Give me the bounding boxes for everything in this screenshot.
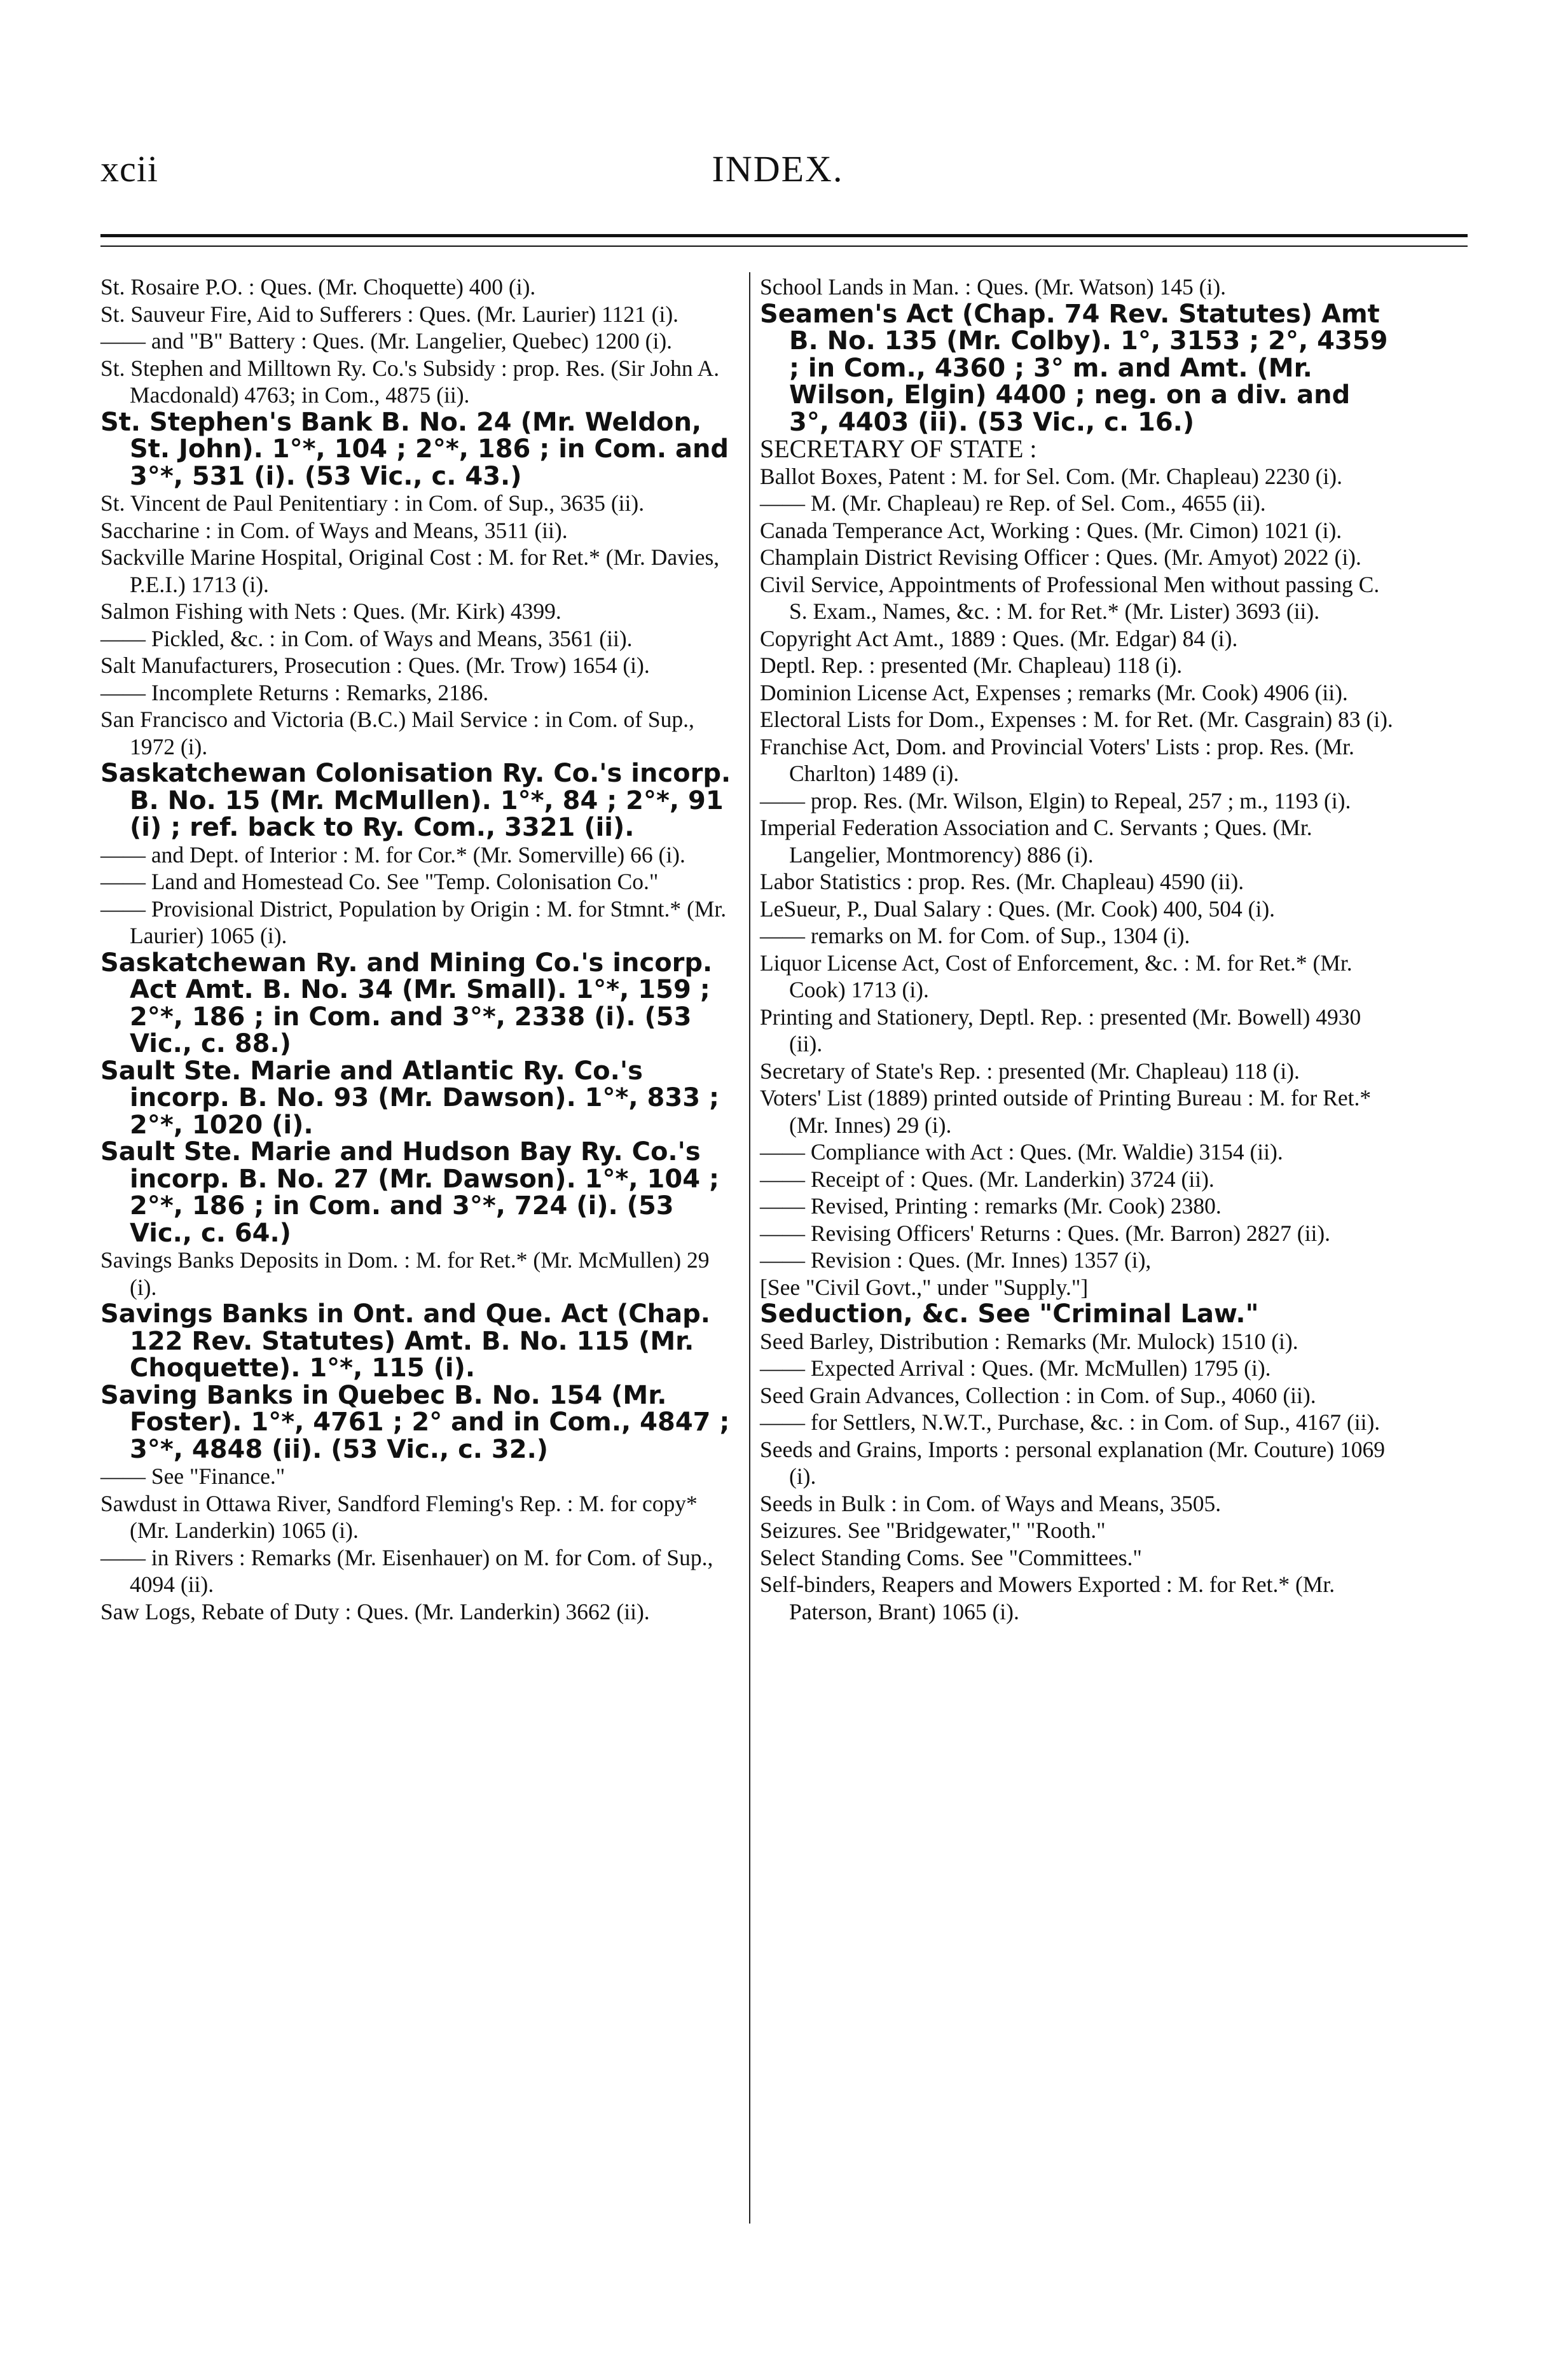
- index-entry: Seed Barley, Distribution : Remarks (Mr. Mulock) 1510 (i).: [760, 1328, 1298, 1354]
- index-entry: —— Incomplete Returns : Remarks, 2186.: [100, 679, 489, 705]
- index-entry: St. Sauveur Fire, Aid to Sufferers : Ques. (Mr. Laurier) 1121 (i).: [100, 301, 679, 327]
- index-entry-bill: Seduction, &c. See "Criminal Law.": [760, 1299, 1259, 1329]
- column-divider: [749, 272, 750, 2224]
- index-entry: —— Revised, Printing : remarks (Mr. Cook) 2380.: [760, 1193, 1222, 1219]
- header-rule-thin: [100, 246, 1468, 247]
- index-entry: Self-binders, Reapers and Mowers Exported : M. for Ret.* (Mr. Paterson, Brant) 1065 (i).: [760, 1572, 1335, 1624]
- index-entry: Seeds in Bulk : in Com. of Ways and Means, 3505.: [760, 1490, 1222, 1516]
- index-entry: —— See "Finance.": [100, 1463, 286, 1489]
- index-entry: Ballot Boxes, Patent : M. for Sel. Com. (Mr. Chapleau) 2230 (i).: [760, 463, 1342, 489]
- index-entry: Savings Banks Deposits in Dom. : M. for Ret.* (Mr. McMullen) 29 (i).: [100, 1247, 710, 1300]
- index-entry: Electoral Lists for Dom., Expenses : M. for Ret. (Mr. Casgrain) 83 (i).: [760, 707, 1393, 732]
- index-entry: Champlain District Revising Officer : Ques. (Mr. Amyot) 2022 (i).: [760, 544, 1361, 570]
- header-rule-thick: [100, 234, 1468, 237]
- index-entry: School Lands in Man. : Ques. (Mr. Watson) 145 (i).: [760, 274, 1227, 300]
- index-entry: —— Pickled, &c. : in Com. of Ways and Means, 3561 (ii).: [100, 625, 633, 651]
- index-entry: Deptl. Rep. : presented (Mr. Chapleau) 118 (i).: [760, 653, 1183, 678]
- index-entry-bill: Saving Banks in Quebec B. No. 154 (Mr. Foster). 1°*, 4761 ; 2° and in Com., 4847 ; 3°*, 4848 (ii). (53 Vic., c. 32.): [100, 1380, 730, 1464]
- page-header: [100, 148, 1468, 205]
- index-entry: —— Revising Officers' Returns : Ques. (Mr. Barron) 2827 (ii).: [760, 1220, 1331, 1246]
- page-title: INDEX.: [712, 148, 844, 190]
- index-entry: —— Receipt of : Ques. (Mr. Landerkin) 3724 (ii).: [760, 1166, 1215, 1192]
- index-entry: —— prop. Res. (Mr. Wilson, Elgin) to Repeal, 257 ; m., 1193 (i).: [760, 787, 1351, 813]
- index-entry: Voters' List (1889) printed outside of Printing Bureau : M. for Ret.* (Mr. Innes) 29 (i).: [760, 1085, 1372, 1138]
- index-entry: —— Provisional District, Population by Origin : M. for Stmnt.* (Mr. Laurier) 1065 (i).: [100, 896, 727, 948]
- index-entry: Salt Manufacturers, Prosecution : Ques. (Mr. Trow) 1654 (i).: [100, 653, 650, 678]
- index-entry: Imperial Federation Association and C. Servants ; Ques. (Mr. Langelier, Montmorency) 886 (i).: [760, 815, 1312, 868]
- index-entry-bill: Sault Ste. Marie and Atlantic Ry. Co.'s incorp. B. No. 93 (Mr. Dawson). 1°*, 833 ; 2°*, 1020 (i).: [100, 1056, 719, 1140]
- index-entry-bill: St. Stephen's Bank B. No. 24 (Mr. Weldon, St. John). 1°*, 104 ; 2°*, 186 ; in Com. and 3°*, 531 (i). (53 Vic., c. 43.): [100, 407, 729, 491]
- index-entry: —— and Dept. of Interior : M. for Cor.* (Mr. Somerville) 66 (i).: [100, 841, 685, 868]
- index-entry: —— M. (Mr. Chapleau) re Rep. of Sel. Com., 4655 (ii).: [760, 490, 1266, 516]
- index-entry: —— for Settlers, N.W.T., Purchase, &c. : in Com. of Sup., 4167 (ii).: [760, 1409, 1380, 1435]
- index-entry: St. Stephen and Milltown Ry. Co.'s Subsidy : prop. Res. (Sir John A. Macdonald) 4763; in Com., 4875 (ii).: [100, 355, 720, 408]
- index-entry: Sawdust in Ottawa River, Sandford Fleming's Rep. : M. for copy* (Mr. Landerkin) 1065 (i).: [100, 1490, 698, 1543]
- index-entry: Seed Grain Advances, Collection : in Com. of Sup., 4060 (ii).: [760, 1382, 1316, 1408]
- index-entry: Civil Service, Appointments of Professional Men without passing C. S. Exam., Names, &c. : M. for Ret.* (Mr. Lister) 3693 (ii).: [760, 571, 1380, 624]
- right-column: [760, 273, 1396, 1625]
- index-entry: —— remarks on M. for Com. of Sup., 1304 (i).: [760, 923, 1190, 948]
- index-entry: —— Revision : Ques. (Mr. Innes) 1357 (i),: [760, 1247, 1152, 1273]
- index-entry: Select Standing Coms. See "Committees.": [760, 1544, 1142, 1570]
- index-entry: Seeds and Grains, Imports : personal explanation (Mr. Couture) 1069 (i).: [760, 1436, 1385, 1489]
- index-entry: —— Expected Arrival : Ques. (Mr. McMullen) 1795 (i).: [760, 1355, 1271, 1381]
- index-entry: —— and "B" Battery : Ques. (Mr. Langelier, Quebec) 1200 (i).: [100, 328, 673, 354]
- index-entry-bill: Savings Banks in Ont. and Que. Act (Chap. 122 Rev. Statutes) Amt. B. No. 115 (Mr. Choquette). 1°*, 115 (i).: [100, 1299, 710, 1383]
- index-entry-bill: Saskatchewan Colonisation Ry. Co.'s incorp. B. No. 15 (Mr. McMullen). 1°*, 84 ; 2°*, 91 (i) ; ref. back to Ry. Com., 3321 (ii).: [100, 759, 731, 842]
- index-entry: Saw Logs, Rebate of Duty : Ques. (Mr. Landerkin) 3662 (ii).: [100, 1598, 650, 1624]
- index-entry: Printing and Stationery, Deptl. Rep. : presented (Mr. Bowell) 4930 (ii).: [760, 1004, 1361, 1056]
- index-entry: Secretary of State's Rep. : presented (Mr. Chapleau) 118 (i).: [760, 1058, 1300, 1084]
- index-entry: Labor Statistics : prop. Res. (Mr. Chapleau) 4590 (ii).: [760, 869, 1244, 894]
- index-entry: Sackville Marine Hospital, Original Cost : M. for Ret.* (Mr. Davies, P.E.I.) 1713 (i).: [100, 544, 720, 597]
- section-heading: SECRETARY OF STATE :: [760, 434, 1037, 463]
- index-entry: San Francisco and Victoria (B.C.) Mail Service : in Com. of Sup., 1972 (i).: [100, 707, 694, 759]
- index-entry-bill: Seamen's Act (Chap. 74 Rev. Statutes) Amt B. No. 135 (Mr. Colby). 1°, 3153 ; 2°, 4359 ; in Com., 4360 ; 3° m. and Amt. (Mr. Wilson, Elgin) 4400 ; neg. on a div. and 3°, 4403 (ii). (53 Vic., c. 16.): [760, 299, 1388, 437]
- index-entry: LeSueur, P., Dual Salary : Ques. (Mr. Cook) 400, 504 (i).: [760, 896, 1276, 922]
- index-entry-bill: Sault Ste. Marie and Hudson Bay Ry. Co.'s incorp. B. No. 27 (Mr. Dawson). 1°*, 104 ; 2°*, 186 ; in Com. and 3°*, 724 (i). (53 Vic., c. 64.): [100, 1137, 719, 1248]
- index-entry: St. Vincent de Paul Penitentiary : in Com. of Sup., 3635 (ii).: [100, 490, 645, 516]
- index-entry: —— Land and Homestead Co. See "Temp. Colonisation Co.": [100, 869, 659, 894]
- index-entry: Dominion License Act, Expenses ; remarks (Mr. Cook) 4906 (ii).: [760, 679, 1348, 705]
- index-entry-bill: Saskatchewan Ry. and Mining Co.'s incorp. Act Amt. B. No. 34 (Mr. Small). 1°*, 159 ; 2°*, 186 ; in Com. and 3°*, 2338 (i). (53 Vic., c. 88.): [100, 948, 713, 1058]
- index-entry: Salmon Fishing with Nets : Ques. (Mr. Kirk) 4399.: [100, 598, 561, 624]
- index-entry: Canada Temperance Act, Working : Ques. (Mr. Cimon) 1021 (i).: [760, 517, 1342, 543]
- index-entry: Copyright Act Amt., 1889 : Ques. (Mr. Edgar) 84 (i).: [760, 625, 1238, 651]
- index-entry: —— in Rivers : Remarks (Mr. Eisenhauer) on M. for Com. of Sup., 4094 (ii).: [100, 1544, 713, 1597]
- index-entry: [See "Civil Govt.," under "Supply."]: [760, 1274, 1089, 1300]
- page-number: xcii: [100, 148, 158, 190]
- index-entry: Seizures. See "Bridgewater," "Rooth.": [760, 1518, 1106, 1543]
- index-entry: St. Rosaire P.O. : Ques. (Mr. Choquette) 400 (i).: [100, 274, 536, 300]
- index-entry: Franchise Act, Dom. and Provincial Voters' Lists : prop. Res. (Mr. Charlton) 1489 (i).: [760, 733, 1354, 786]
- left-column: [100, 273, 736, 1625]
- index-entry: Saccharine : in Com. of Ways and Means, 3511 (ii).: [100, 517, 568, 543]
- index-entry: Liquor License Act, Cost of Enforcement, &c. : M. for Ret.* (Mr. Cook) 1713 (i).: [760, 950, 1353, 1002]
- index-entry: —— Compliance with Act : Ques. (Mr. Waldie) 3154 (ii).: [760, 1139, 1283, 1165]
